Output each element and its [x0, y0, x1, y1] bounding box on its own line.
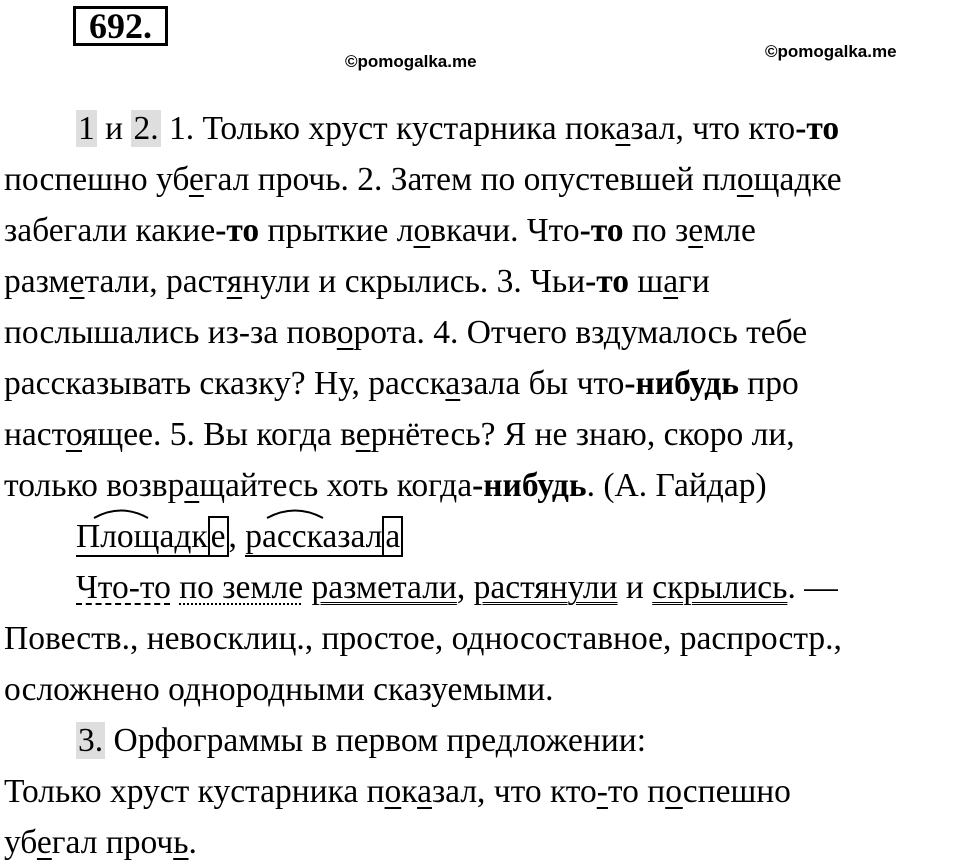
task-marker: 3.: [78, 722, 104, 759]
root-arc: [245, 505, 345, 519]
text: ш: [629, 263, 664, 300]
text-line: [4, 817, 954, 868]
predicate: скрылись: [652, 569, 788, 606]
text: и: [96, 110, 132, 147]
text-line: [4, 358, 954, 409]
text: рота. 4. Отчего вздумалось тебе: [353, 314, 808, 351]
morph-word: [76, 511, 229, 562]
text: щайтесь хоть когда: [199, 467, 473, 504]
word-ending: е: [208, 516, 229, 557]
particle: -то: [585, 263, 630, 300]
text-line: [4, 154, 954, 205]
text: рассказывать сказку? Ну, расск: [4, 365, 446, 402]
text: рнётесь? Я не знаю, скоро ли,: [370, 416, 795, 453]
text: спешно: [682, 773, 791, 810]
text-line: [4, 460, 954, 511]
text-line: [4, 307, 954, 358]
text: гал прочь. 2. Затем по опустевшей пл: [203, 161, 737, 198]
spelling-mark: е: [355, 416, 371, 453]
spelling-mark: о: [384, 773, 402, 810]
text: 1. Только хруст кустарника пок: [160, 110, 616, 147]
particle: -то: [795, 110, 840, 147]
watermark: ©pomogalka.me: [765, 42, 897, 61]
spelling-mark: о: [736, 161, 754, 198]
text: зал, что кто: [630, 110, 796, 147]
particle: -нибудь: [624, 365, 739, 402]
text: нули и скрылись. 3. Чьи: [242, 263, 586, 300]
text: разм: [4, 263, 70, 300]
text: тали, раст: [84, 263, 227, 300]
spelling-mark: е: [688, 212, 704, 249]
text: только возвр: [4, 467, 185, 504]
text: . —: [787, 569, 838, 606]
text: . (А. Гайдар): [586, 467, 767, 504]
syntax-parse: [4, 562, 954, 613]
text: то п: [607, 773, 666, 810]
particle: -нибудь: [472, 467, 587, 504]
text: ,: [228, 518, 246, 555]
spelling-mark: а: [663, 263, 679, 300]
text-line: [4, 409, 954, 460]
morph-word: [245, 511, 403, 562]
text: Только хруст кустарника п: [4, 773, 385, 810]
adverbial: по земле: [179, 569, 304, 606]
word-stem: рассказал: [245, 518, 383, 555]
spelling-mark: о: [665, 773, 683, 810]
description-line: осложнено однородными сказуемыми.: [4, 671, 554, 708]
text: послышались из-за пов: [4, 314, 337, 351]
spelling-mark: о: [336, 314, 354, 351]
text: ги: [678, 263, 710, 300]
spelling-mark: ь: [173, 824, 189, 861]
exercise-text: [4, 103, 954, 868]
text: уб: [4, 824, 37, 861]
text: наст: [4, 416, 66, 453]
task-marker: 1: [78, 110, 95, 147]
text: прыткие л: [259, 212, 414, 249]
text: и: [617, 569, 653, 606]
description-line: Повеств., невосклиц., простое, односоставное, распростр.,: [4, 620, 842, 657]
spelling-mark: о: [413, 212, 431, 249]
spelling-mark: -: [596, 773, 608, 810]
root-arc: [76, 505, 176, 519]
task-marker: 2.: [133, 110, 159, 147]
watermark: ©pomogalka.me: [345, 52, 477, 71]
text-line: [4, 766, 954, 817]
particle: -то: [215, 212, 260, 249]
spelling-mark: а: [445, 365, 461, 402]
text: ,: [456, 569, 474, 606]
subject: Что-то: [76, 569, 171, 606]
text: Орфограммы в первом предложении:: [105, 722, 646, 759]
text: мле: [703, 212, 756, 249]
text-line: [4, 205, 954, 256]
word-stem: Площадк: [76, 518, 208, 555]
task-heading: [4, 715, 954, 766]
spelling-mark: а: [184, 467, 200, 504]
exercise-number: 692.: [73, 6, 168, 46]
spelling-mark: е: [36, 824, 52, 861]
morphemic-analysis: [4, 511, 954, 562]
text: зала бы что: [460, 365, 625, 402]
predicate: разметали: [311, 569, 457, 606]
text: щадке: [753, 161, 842, 198]
spelling-mark: е: [69, 263, 85, 300]
text: забегали какие: [4, 212, 216, 249]
text: вкачи. Что: [430, 212, 580, 249]
spelling-mark: о: [65, 416, 82, 453]
text-line: [4, 256, 954, 307]
text: про: [738, 365, 799, 402]
text: гал проч: [51, 824, 174, 861]
text: зал, что кто: [431, 773, 597, 810]
text-line: [4, 103, 954, 154]
text: поспешно уб: [4, 161, 189, 198]
particle: -то: [579, 212, 624, 249]
text: ящее. 5. Вы когда в: [82, 416, 356, 453]
spelling-mark: е: [188, 161, 204, 198]
word-ending: а: [382, 516, 403, 557]
spelling-mark: а: [615, 110, 631, 147]
spelling-mark: а: [417, 773, 432, 810]
text: к: [401, 773, 418, 810]
text: по з: [623, 212, 689, 249]
predicate: растянули: [473, 569, 618, 606]
spelling-mark: я: [226, 263, 243, 300]
text: .: [188, 824, 197, 861]
